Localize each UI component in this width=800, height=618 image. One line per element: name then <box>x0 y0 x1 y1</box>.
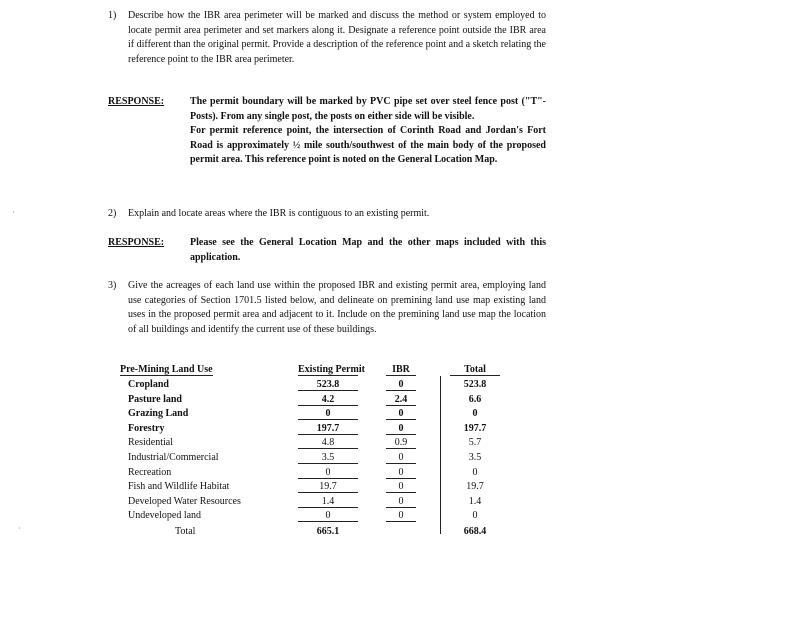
table-cell-existing: 3.5 <box>298 452 358 464</box>
question-3 <box>108 279 546 337</box>
question-2 <box>108 207 546 222</box>
response-2 <box>108 236 546 265</box>
total-column-divider <box>440 376 441 534</box>
header-existing-permit: Existing Permit <box>298 364 365 375</box>
table-cell-total: 0 <box>472 510 478 522</box>
response-1-paragraph-1: The permit boundary will be marked by PVC pipe set over steel fence post ("T"-Posts). From any single post, the posts on either side will be visible. <box>190 96 546 122</box>
table-cell-existing: 1.4 <box>298 496 358 508</box>
table-cell-total: 523.8 <box>463 379 487 390</box>
table-cell-total: 3.5 <box>468 452 482 463</box>
table-cell-total: 5.7 <box>468 437 482 449</box>
table-row-label: Industrial/Commercial <box>128 452 219 463</box>
total-row-total: 668.4 <box>463 526 487 537</box>
question-1 <box>108 9 546 67</box>
table-row-label: Residential <box>128 437 173 449</box>
question-3-text: Give the acreages of each land use within the proposed IBR and existing permit area, employing land use categories of Section 1701.5 listed below, and delineate on premining land use map existing land uses in the proposed permit area and adjacent to it. Include on the premining land use map the location of all buildings and identify the current use of these buildings. <box>128 280 546 335</box>
header-ibr: IBR <box>386 364 416 376</box>
table-row-label: Developed Water Resources <box>128 495 241 507</box>
table-cell-ibr: 0 <box>386 423 416 435</box>
response-1-label: RESPONSE: <box>108 96 165 107</box>
table-row-label: Forestry <box>128 422 165 434</box>
response-1-paragraph-2: For permit reference point, the intersection of Corinth Road and Jordan's Fort Road is approximately ½ mile south/southwest of the main body of the proposed permit area. This reference point is noted on the General Location Map. <box>190 125 546 166</box>
table-cell-ibr: 0.9 <box>386 437 416 449</box>
table-row-label: Undeveloped land <box>128 510 202 522</box>
table-cell-ibr: 0 <box>386 408 416 420</box>
table-cell-existing: 19.7 <box>298 481 358 493</box>
table-cell-existing: 0 <box>298 467 358 479</box>
table-row-label: Grazing Land <box>128 408 189 420</box>
table-cell-existing: 197.7 <box>298 423 358 435</box>
table-cell-existing: 0 <box>298 408 358 420</box>
question-2-text: Explain and locate areas where the IBR is contiguous to an existing permit. <box>128 208 430 219</box>
table-cell-existing: 4.2 <box>298 394 358 406</box>
question-3-number: 3) <box>108 280 117 291</box>
header-total: Total <box>450 364 500 376</box>
header-land-use: Pre-Mining Land Use <box>120 364 213 375</box>
scan-speck: · <box>12 208 15 217</box>
table-cell-ibr: 0 <box>386 452 416 464</box>
table-cell-total: 6.6 <box>468 393 482 405</box>
table-cell-ibr: 0 <box>386 481 416 493</box>
table-row-label: Recreation <box>128 466 172 478</box>
table-cell-ibr: 0 <box>386 379 416 391</box>
total-row-existing: 665.1 <box>316 526 340 537</box>
question-1-text: Describe how the IBR area perimeter will be marked and discuss the method or system employed to locate permit area perimeter and set markers along it. Designate a reference point outside the IBR area if different than the original permit. Provide a description of the reference point and a sketch relating the reference point to the IBR area perimeter. <box>128 10 546 65</box>
table-cell-ibr: 2.4 <box>386 394 416 406</box>
total-row-label: Total <box>175 526 196 537</box>
scan-speck: · <box>18 524 21 533</box>
question-1-number: 1) <box>108 10 117 21</box>
table-cell-ibr: 0 <box>386 467 416 479</box>
table-cell-ibr: 0 <box>386 496 416 508</box>
table-cell-total: 197.7 <box>463 422 487 434</box>
table-cell-existing: 523.8 <box>298 379 358 391</box>
table-cell-existing: 0 <box>298 510 358 522</box>
table-cell-total: 0 <box>472 466 478 478</box>
question-2-number: 2) <box>108 208 117 219</box>
table-row-label: Cropland <box>128 379 169 390</box>
table-cell-total: 1.4 <box>468 495 482 507</box>
table-row-label: Pasture land <box>128 393 182 405</box>
table-cell-total: 0 <box>472 408 478 420</box>
table-cell-total: 19.7 <box>466 481 484 493</box>
response-1 <box>108 95 546 168</box>
response-2-label: RESPONSE: <box>108 237 165 248</box>
response-2-paragraph-1: Please see the General Location Map and the other maps included with this application. <box>190 237 546 263</box>
table-cell-ibr: 0 <box>386 510 416 522</box>
table-row-label: Fish and Wildlife Habitat <box>128 481 230 493</box>
table-cell-existing: 4.8 <box>298 437 358 449</box>
